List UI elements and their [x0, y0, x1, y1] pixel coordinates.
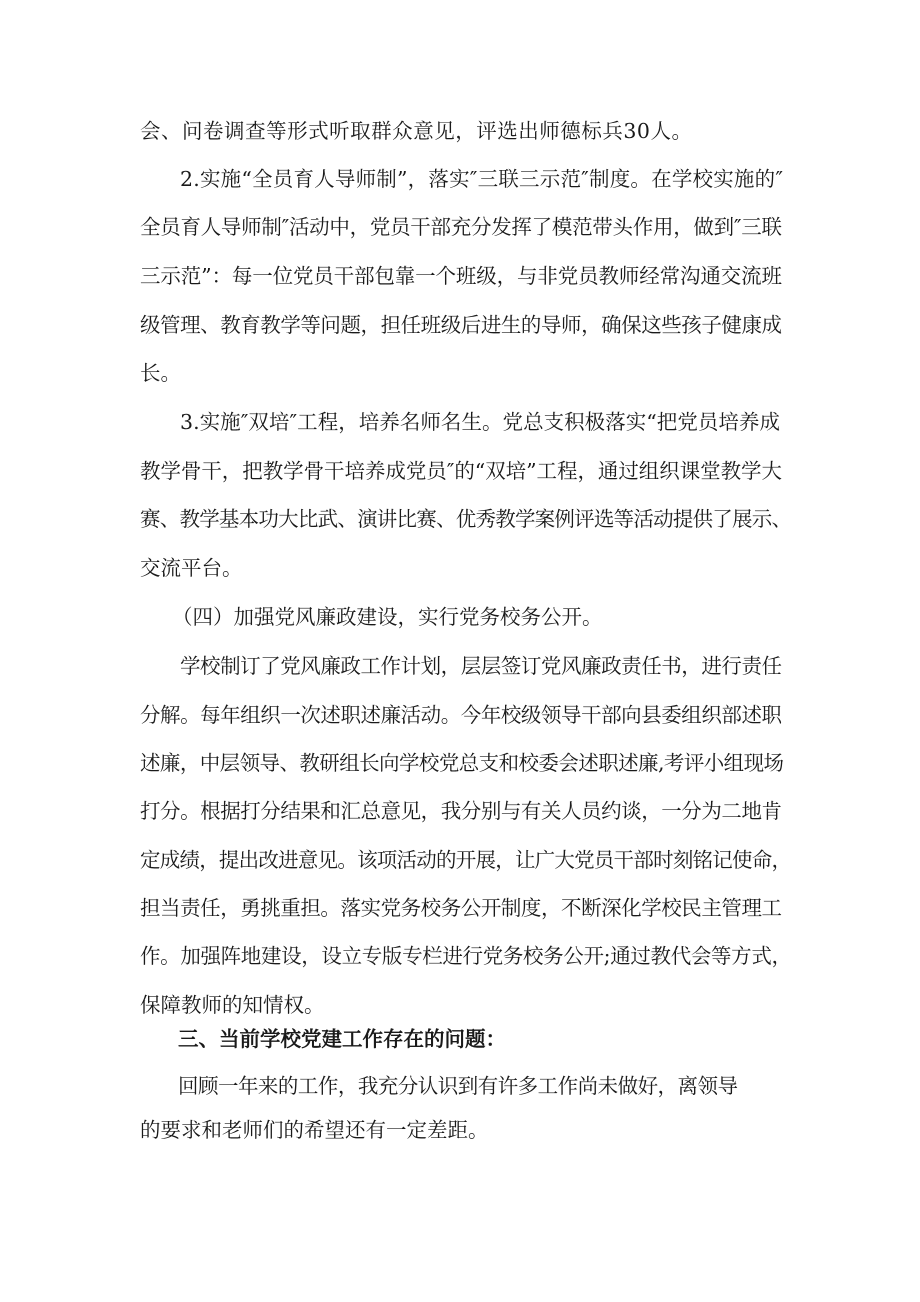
paragraph-line: 打分。根据打分结果和汇总意见，我分别与有关人员约谈，一分为二地肯 — [140, 799, 782, 823]
paragraph-line: 回顾一年来的工作，我充分认识到有许多工作尚未做好，离领导 — [178, 1074, 738, 1098]
section-heading: 三、当前学校党建工作存在的问题： — [178, 1027, 506, 1051]
paragraph-line: 的要求和老师们的希望还有一定差距。 — [140, 1118, 489, 1142]
paragraph-line: 述廉，中层领导、教研组长向学校党总支和校委会述职述廉,考评小组现场 — [140, 751, 784, 775]
paragraph-line: 交流平台。 — [140, 556, 243, 580]
paragraph-line: 学校制订了党风廉政工作计划，层层签订党风廉政责任书，进行责任 — [180, 654, 782, 678]
paragraph-line: 教学骨干，把教学骨干培养成党员″的“双培”工程，通过组织课堂教学大 — [140, 459, 782, 483]
paragraph-line: 级管理、教育教学等问题，担任班级后进生的导师，确保这些孩子健康成 — [140, 313, 782, 337]
paragraph-line: 全员育人导师制″活动中，党员干部充分发挥了模范带头作用，做到″三联 — [140, 215, 782, 239]
paragraph-line: 作。加强阵地建设，设立专版专栏进行党务校务公开;通过教代会等方式， — [140, 944, 792, 968]
paragraph-line: 会、问卷调查等形式听取群众意见，评选出师德标兵30人。 — [140, 119, 693, 143]
paragraph-line: 保障教师的知情权。 — [140, 993, 325, 1017]
paragraph-line: 2.实施“全员育人导师制”，落实″三联三示范″制度。在学校实施的″ — [180, 167, 784, 191]
section-heading: （四）加强党风廉政建设，实行党务校务公开。 — [172, 605, 603, 629]
paragraph-line: 担当责任，勇挑重担。落实党务校务公开制度，不断深化学校民主管理工 — [140, 896, 782, 920]
paragraph-line: 长。 — [140, 361, 181, 385]
paragraph-line: 分解。每年组织一次述职述廉活动。今年校级领导干部向县委组织部述职 — [140, 703, 782, 727]
paragraph-line: 定成绩，提出改进意见。该项活动的开展，让广大党员干部时刻铭记使命， — [140, 848, 792, 872]
paragraph-line: 三示范”：每一位党员干部包靠一个班级，与非党员教师经常沟通交流班 — [140, 264, 782, 288]
paragraph-line: 赛、教学基本功大比武、演讲比赛、优秀教学案例评选等活动提供了展示、 — [140, 507, 792, 531]
paragraph-line: 3.实施″双培″工程，培养名师名生。党总支积极落实“把党员培养成 — [180, 410, 781, 434]
